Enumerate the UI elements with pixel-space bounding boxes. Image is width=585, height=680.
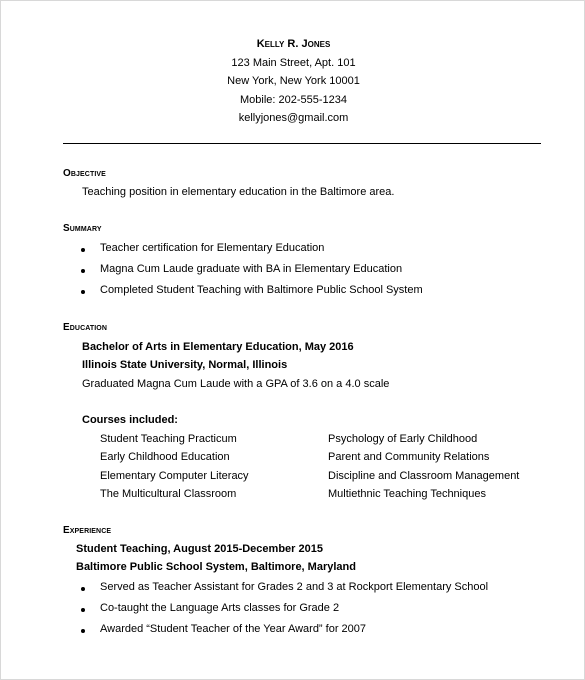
summary-item-text: Magna Cum Laude graduate with BA in Elementary Education [100, 263, 403, 275]
course-item: Early Childhood Education [100, 451, 230, 463]
objective-text: Teaching position in elementary education in the Baltimore area. [82, 186, 395, 198]
experience-org: Baltimore Public School System, Baltimore, Maryland [76, 561, 356, 573]
course-item: Parent and Community Relations [328, 451, 490, 463]
course-item: Psychology of Early Childhood [328, 433, 478, 445]
contact-email: kellyjones@gmail.com [238, 112, 349, 124]
education-heading: Education [63, 322, 107, 333]
contact-address-line1: 123 Main Street, Apt. 101 [231, 56, 356, 69]
bullet-icon [81, 629, 85, 633]
course-item: Discipline and Classroom Management [328, 470, 520, 482]
bullet-icon [81, 290, 85, 294]
contact-name: Kelly R. Jones [256, 38, 331, 50]
course-item: The Multicultural Classroom [100, 488, 237, 500]
education-degree: Bachelor of Arts in Elementary Education, May 2016 [82, 341, 354, 353]
contact-mobile: Mobile: 202-555-1234 [239, 93, 348, 106]
experience-heading: Experience [63, 525, 112, 536]
summary-item-text: Teacher certification for Elementary Education [100, 242, 325, 254]
summary-heading: Summary [63, 223, 102, 234]
experience-item-text: Awarded “Student Teacher of the Year Award” for 2007 [100, 623, 367, 635]
education-school: Illinois State University, Normal, Illinois [82, 359, 288, 371]
experience-title: Student Teaching, August 2015-December 2015 [76, 543, 323, 555]
bullet-icon [81, 608, 85, 612]
summary-item-text: Completed Student Teaching with Baltimore Public School System [100, 284, 423, 296]
bullet-icon [81, 587, 85, 591]
experience-item-text: Served as Teacher Assistant for Grades 2 and 3 at Rockport Elementary School [100, 581, 489, 593]
course-item: Elementary Computer Literacy [100, 470, 249, 482]
course-item: Student Teaching Practicum [100, 433, 237, 445]
contact-block [1, 35, 585, 128]
experience-item-text: Co-taught the Language Arts classes for Grade 2 [100, 602, 340, 614]
header-divider [63, 143, 541, 144]
education-detail: Graduated Magna Cum Laude with a GPA of 3.6 on a 4.0 scale [82, 378, 390, 390]
courses-label: Courses included: [82, 414, 178, 426]
bullet-icon [81, 248, 85, 252]
course-item: Multiethnic Teaching Techniques [328, 488, 486, 500]
objective-heading: Objective [63, 168, 106, 179]
contact-address-line2: New York, New York 10001 [227, 75, 360, 87]
bullet-icon [81, 269, 85, 273]
